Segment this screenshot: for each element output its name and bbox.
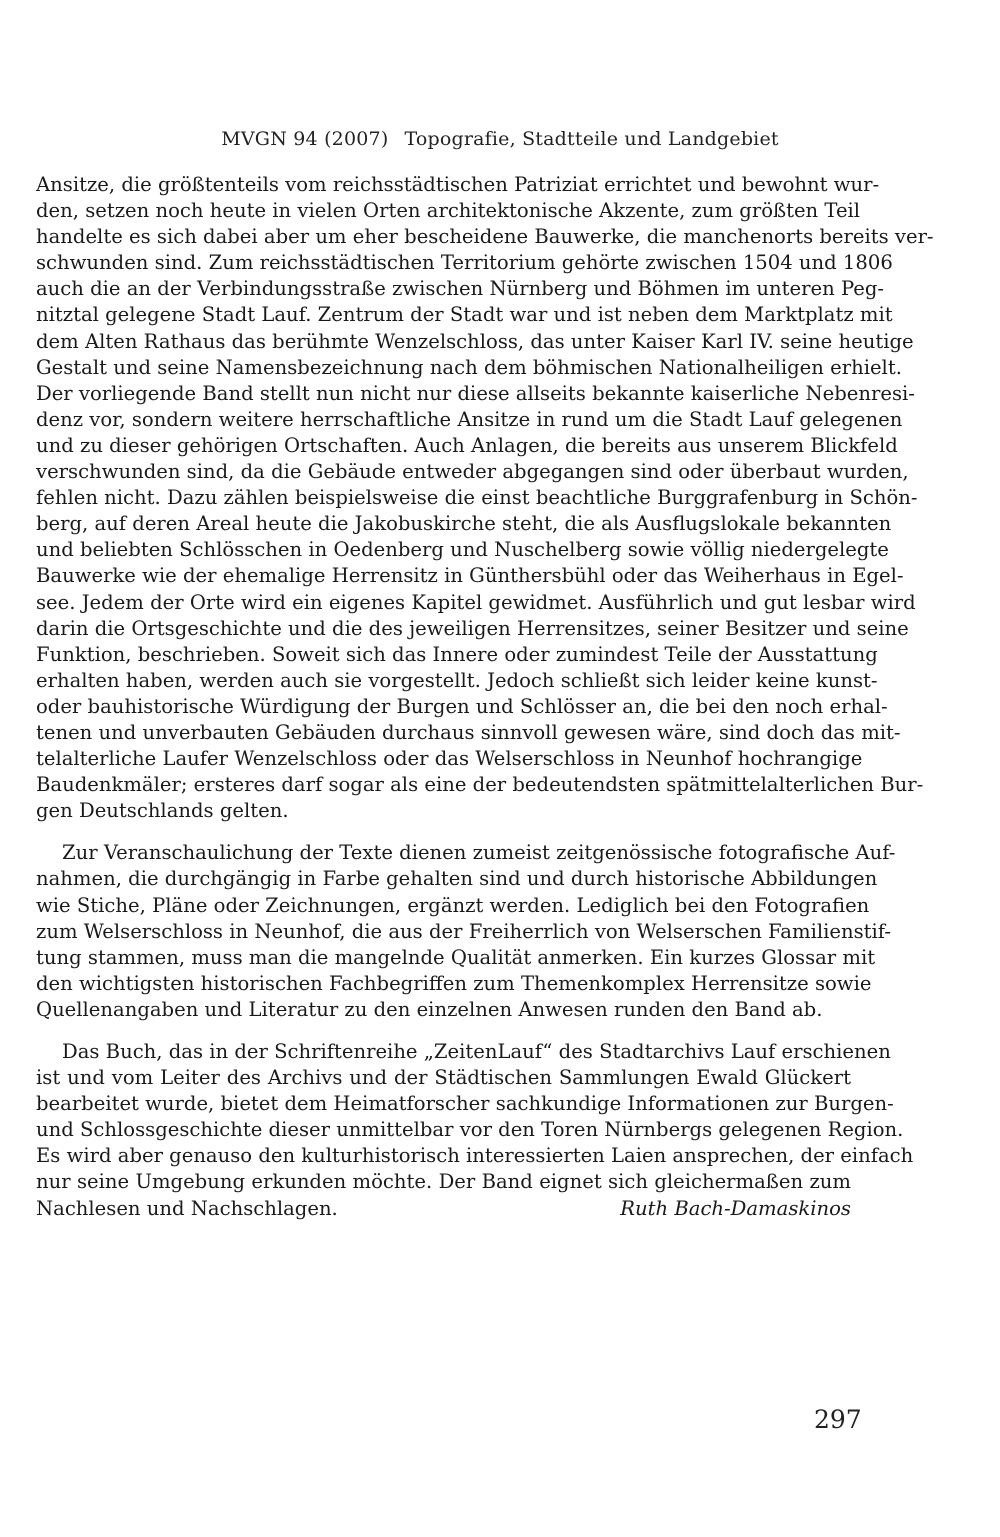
text-line: den wichtigsten historischen Fachbegriffen zum Themenkomplex Herrensitze sowie [36,971,872,995]
text-line: oder bauhistorische Würdigung der Burgen und Schlösser an, die bei den noch erhal- [36,694,888,718]
text-line: und Schlossgeschichte dieser unmittelbar vor den Toren Nürnbergs gelegenen Region. [36,1118,904,1142]
text-line: schwunden sind. Zum reichsstädtischen Territorium gehörte zwischen 1504 und 1806 [36,251,893,275]
text-line: Nachlesen und Nachschlagen. [36,1196,338,1220]
running-head [0,128,1000,150]
page-number: 297 [814,1405,862,1434]
text-line: zum Welserschloss in Neunhof, die aus der Freiherrlich von Welserschen Familienstif- [36,919,891,943]
paragraph-1 [36,172,934,824]
text-line: handelte es sich dabei aber um eher bescheidene Bauwerke, die manchenorts bereits ver- [36,225,934,249]
text-line: Zur Veranschaulichung der Texte dienen zumeist zeitgenössische fotografische Auf- [62,841,896,865]
text-line: nur seine Umgebung erkunden möchte. Der Band eignet sich gleichermaßen zum [36,1170,851,1194]
text-line: bearbeitet wurde, bietet dem Heimatforscher sachkundige Informationen zur Burgen- [36,1092,894,1116]
text-line: berg, auf deren Areal heute die Jakobuskirche steht, die als Ausflugslokale bekannten [36,512,892,536]
text-line: Der vorliegende Band stellt nun nicht nur diese allseits bekannte kaiserliche Nebenresi- [36,381,915,405]
paragraph-gap [36,1023,851,1039]
text-line: den, setzen noch heute in vielen Orten architektonische Akzente, zum größten Teil [36,199,861,223]
text-line: Quellenangaben und Literatur zu den einzelnen Anwesen runden den Band ab. [36,997,823,1021]
text-line: see. Jedem der Orte wird ein eigenes Kapitel gewidmet. Ausführlich und gut lesbar wird [36,590,916,614]
paragraph-gap [36,824,851,840]
text-line: Es wird aber genauso den kulturhistorisch interessierten Laien ansprechen, der einfach [36,1144,914,1168]
text-line: und zu dieser gehörigen Ortschaften. Auch Anlagen, die bereits aus unserem Blickfeld [36,433,898,457]
paragraph-3 [36,1039,914,1222]
text-line: darin die Ortsgeschichte und die des jeweiligen Herrensitzes, seiner Besitzer und seine [36,616,909,640]
text-line: nahmen, die durchgängig in Farbe gehalten sind und durch historische Abbildungen [36,867,878,891]
author-signature: Ruth Bach-Damaskinos [620,1196,851,1220]
text-line: Gestalt und seine Namensbezeichnung nach dem böhmischen Nationalheiligen erhielt. [36,355,902,379]
text-line: tenen und unverbauten Gebäuden durchaus sinnvoll gewesen wäre, sind doch das mit- [36,720,901,744]
section-title: Topografie, Stadtteile und Landgebiet [404,128,779,150]
text-line: Bauwerke wie der ehemalige Herrensitz in Günthersbühl oder das Weiherhaus in Egel- [36,564,904,588]
text-line: tung stammen, muss man die mangelnde Qualität anmerken. Ein kurzes Glossar mit [36,945,876,969]
journal-reference: MVGN 94 (2007) [221,128,389,150]
text-line: auch die an der Verbindungsstraße zwischen Nürnberg und Böhmen im unteren Peg- [36,277,885,301]
text-line: fehlen nicht. Dazu zählen beispielsweise die einst beachtliche Burggrafenburg in Schön- [36,486,918,510]
text-line: Baudenkmäler; ersteres darf sogar als eine der bedeutendsten spätmittelalterlichen Bur- [36,773,924,797]
text-line: und beliebten Schlösschen in Oedenberg und Nuschelberg sowie völlig niedergelegte [36,538,889,562]
text-line: telalterliche Laufer Wenzelschloss oder das Welserschloss in Neunhof hochrangige [36,747,863,771]
text-line: Das Buch, das in der Schriftenreihe „ZeitenLauf“ des Stadtarchivs Lauf erschienen [62,1040,891,1063]
text-line: denz vor, sondern weitere herrschaftliche Ansitze in rund um die Stadt Lauf gelegenen [36,407,903,431]
text-line: gen Deutschlands gelten. [36,799,289,823]
text-line: Funktion, beschrieben. Soweit sich das Innere oder zumindest Teile der Ausstattung [36,642,878,666]
text-line: wie Stiche, Pläne oder Zeichnungen, ergänzt werden. Lediglich bei den Fotografien [36,893,870,917]
closing-row [36,1196,851,1222]
text-line: erhalten haben, werden auch sie vorgestellt. Jedoch schließt sich leider keine kunst- [36,668,878,692]
review-text [36,172,934,1222]
text-line: nitztal gelegene Stadt Lauf. Zentrum der Stadt war und ist neben dem Marktplatz mit [36,303,893,327]
paragraph-2 [36,840,896,1023]
text-line: dem Alten Rathaus das berühmte Wenzelschloss, das unter Kaiser Karl IV. seine heutige [36,329,914,353]
text-line: verschwunden sind, da die Gebäude entweder abgegangen sind oder überbaut wurden, [36,460,909,484]
text-line: ist und vom Leiter des Archivs und der Städtischen Sammlungen Ewald Glückert [36,1066,851,1090]
text-line: Ansitze, die größtenteils vom reichsstädtischen Patriziat errichtet und bewohnt wur- [36,173,880,196]
